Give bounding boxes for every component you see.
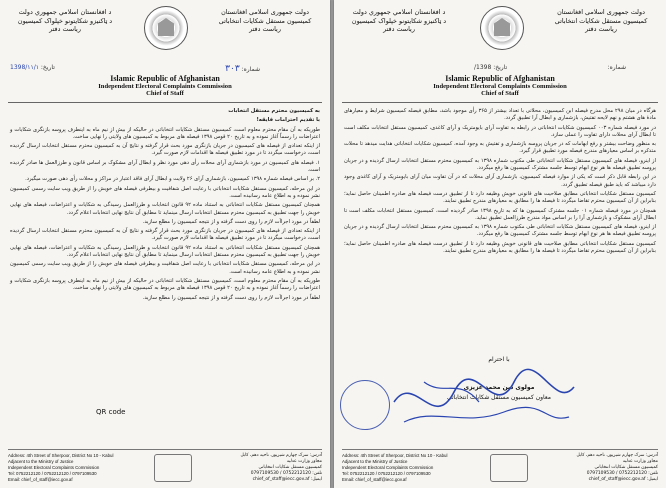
paragraph: هرگاه در میان ۲۹۸ محل مدرج فیصله ابن کمیسیون، محلاتی با تعداد بیشتر از ۳۶۵ رأی موجود باشد، مطابق فیصله کمیسیون شرایط و معیارهای مادهٔ های هشتم و نهم لایحه تفتیش، بازشماری و ابطال آرا تطبیق گردد. [344,108,657,122]
signature-scribble-icon [384,362,584,442]
footer-line: تلفن: 0752212120 / 0797109530 [586,471,658,476]
footer-line: ایمیل: chief_of_staff@iecc.gov.af [588,477,658,482]
header-divider [342,102,658,103]
letter-date: تاریخ: 1398/۱۱/۱ [10,64,55,71]
stamp-icon [340,380,390,430]
paragraph: ۱. فیصله های کمیسیون در مورد بازشماری آرای محلات رأی دهی مورد نظر و ابطال آرای مشکوک بر اساس قانون و طرزالعمل ها صادر گردیده است. [10,159,320,174]
paragraph: کمیسیون مستقل شکایات انتخاباتی مطابق صلاحیت های قانونی خویش وظیفه دارد تا از تطبیق درست فیصله های صادره اطمینان حاصل نماید؛ بنابراین از آن کمیسیون محترم تقاضا میگردد تا فیصله ها را مطابق به معیارهای مندرج تطبیق نمایند. [344,240,656,255]
footer-line: مجاور وزارت عدلیه [622,459,658,464]
footer [8,449,322,484]
paragraph: ۲. بر اساس فیصله شماره ۱۳۹۸ کمیسیون، بازشماری آرای ۲۶ ولایت و ابطال آرای فاقد اعتبار در مراکز و محلات رأی دهی صورت میگیرد. [25,176,320,183]
signer-title: معاون کمیسیون مستقل شکایات انتخاباتی [447,394,551,401]
office-name: Chief of Staff [481,90,519,97]
paragraph: کمیسیون مستقل شکایات انتخاباتی مطابق صلاحیت های قانونی خویش وظیفه دارد تا از تطبیق درست فیصله های صادره اطمینان حاصل نماید؛ بنابراین از آن کمیسیون محترم تقاضا میگردد تا فیصله ها را مطابق به معیارهای مندرج تطبیق نمایند. [344,190,656,205]
letterhead-pashto [340,8,458,34]
footer-dari [518,453,658,483]
footer-line: Adjacent to the Ministry of Justice [8,459,74,464]
paragraph: به منظور وضاحت بیشتر و رفع ابهامات که در جریان پروسه بازشماری و تفتیش به وجود آمده، کمیسیون شکایات انتخاباتی هدایت میدهد تا محلات متذکره بر اساس معیارهای مندرج فیصله مورد تطبیق قرار گیرد. [344,141,656,155]
paragraph: لطفاً در مورد اجراآت لازم را روی دست گرفته و از نتیجه کمیسیون را مطلع سازید. [142,218,320,225]
letterhead-line: کمیسیون مستقل شکایات انتخاباتی [554,16,648,25]
english-title-block [0,74,330,97]
letter-number: شماره: [607,64,626,71]
paragraph: از اینرو، فیصله های کمیسیون مستقل شکایات انتخاباتی طی مکتوب شماره ۱۳۹۸ به کمیسیون محترم مستقل انتخابات ارسال گردیده و در جریان پروسه تطبیق فیصله ها هر نوع ابهام توسط جلسه مشترک کمیسیون ها رفع میگردد. [344,224,656,238]
letterhead-line: د ټاکنيزو شکايتونو خپلواک کميسيون [351,16,447,25]
paragraph: همچنان در مورد فیصله شماره ۰۱ جلسه مشترک کمیسیون ها که به تاریخ ۱۳۹۸ صادر گردیده است، کمیسیون مستقل انتخابات مکلف است تا ابطال آرای مشکوک و بازشماری آرا را بر اساس مواد مندرج طرزالعمل تطبیق نماید. [344,207,656,221]
paragraph: از اینرو، فیصله های کمیسیون مستقل شکایات انتخاباتی طی مکتوب شماره ۱۳۹۸ به کمیسیون محترم مستقل انتخابات ارسال گردیده و در جریان پروسه تطبیق فیصله ها هر نوع ابهام توسط جلسه مشترک کمیسیون ها رفع میگردد. [344,157,656,172]
letterhead [334,6,666,71]
country-name: Islamic Republic of Afghanistan [110,74,220,83]
letter-number: شماره: ۳۰۳ [225,64,260,74]
footer-line: Tel: 0752212120 / 0752212120 / 0797109530 [342,471,431,476]
footer-dari [182,453,322,483]
letter-body [10,108,320,304]
letterhead-line: رياست دفتر [383,25,415,34]
letterhead-line: د افغانستان اسلامي جمهوري دولت [352,8,446,16]
footer-line: Email: chief_of_staff@iecc.gov.af [8,477,73,482]
letterhead-line: کمیسیون مستقل شکایات انتخاباتی [218,16,312,25]
paragraph: همچنان کمیسیون مستقل شکایات انتخاباتی به استناد ماده ۹۲ قانون انتخابات و طرزالعمل رسیدگی به شکایات و اعتراضات، فیصله های نهایی خویش را جهت تطبیق به کمیسیون محترم مستقل انتخابات ارسال مینماید تا مطابق آن نتایج نهایی انتخابات اعلام گردد. [10,244,321,259]
addressee: به کمیسیون محترم مستقل انتخابات [228,108,320,114]
left-letter-page [0,0,330,488]
footer-line: کمیسیون مستقل شکایات انتخاباتی [258,465,322,470]
letterhead-line: رياست دفتر [49,25,81,34]
letter-date: تاریخ: 1398/ [474,64,508,71]
paragraph: طوریکه به آن مقام محترم معلوم است، کمیسیون مستقل شکایات انتخاباتی در حالیکه از بیش از نیم ماه به اینطرف پروسه بازنگری شکایات و اعتراضات را رسماً آغاز نموده و به تاریخ ۲۰ قوس ۱۳۹۸ فیصله های مربوط به کمیسیون های ولایتی را نهایی ساخت. [10,277,320,292]
footer-line: Independent Electoral Complaints Commission [342,465,434,470]
footer-line: ایمیل: chief_of_staff@iecc.gov.af [252,477,322,482]
signer-name: مولوی دین محمد عزیزی [463,384,535,391]
commission-name: Independent Electoral Complaints Commission [433,83,567,90]
emblem-seal-icon [144,6,188,50]
letterhead [0,6,330,74]
qr-note: QR code [96,408,126,416]
footer-line: Tel: 0752212120 / 0752212120 / 0797109530 [8,471,97,476]
footer-line: Address: 4th Street of Sherpoor, District No 10 - Kabul [8,453,114,458]
header-divider [8,102,322,103]
footer-line: تلفن: 0752212120 / 0797109530 [250,471,322,476]
letterhead-line: دولت جمهوری اسلامی افغانستان [221,8,309,16]
letterhead-line: ریاست دفتر [585,25,617,34]
footer-english [342,453,482,483]
paragraph: در این مرحله، کمیسیون مستقل شکایات انتخاباتی با رعایت اصل شفافیت و بیطرفی فیصله های خویش را از طریق ویب سایت رسمی کمیسیون نشر نموده و به اطلاع عامه رسانیده است. [10,261,320,275]
office-name: Chief of Staff [146,90,184,97]
emblem-seal-icon [480,6,524,50]
right-letter-page [334,0,666,488]
english-title-block [334,74,666,97]
letter-body [344,108,656,257]
letterhead-dari [542,8,660,34]
footer-english [8,453,148,483]
footer-line: Adjacent to the Ministry of Justice [342,459,408,464]
letterhead-line: د افغانستان اسلامي جمهوري دولت [18,8,112,16]
letterhead-line: ریاست دفتر [249,25,281,34]
paragraph: در این مرحله، کمیسیون مستقل شکایات انتخاباتی با رعایت اصل شفافیت و بیطرفی فیصله های خویش را از طریق ویب سایت رسمی کمیسیون نشر نموده و به اطلاع عامه رسانیده است. [10,185,320,199]
paragraph: از اینکه تعدادی از فیصله های کمیسیون در جریان بازنگری مورد بحث قرار گرفته و نتایج آن به کمیسیون محترم مستقل انتخابات ارسال گردیده است، درخواست میگردد تا در مورد تطبیق فیصله ها اقدامات لازم صورت گیرد. [10,228,320,242]
country-name: Islamic Republic of Afghanistan [445,74,555,83]
paragraph: در این رابطه قابل ذکر است که یکی از موارد فیصله کمیسیون، بازشماری آرای محلات که در آن تفاوت میان آرای بایومتریک و آرای کاغذی وجود دارد میباشد که باید طبق فیصله تطبیق گردد. [344,174,656,188]
paragraph: همچنان کمیسیون مستقل شکایات انتخاباتی به استناد ماده ۹۲ قانون انتخابات و طرزالعمل رسیدگی به شکایات و اعتراضات، فیصله های نهایی خویش را جهت تطبیق به کمیسیون محترم مستقل انتخابات ارسال مینماید تا مطابق آن نتایج نهایی انتخابات اعلام گردد. [10,202,321,216]
footer-line: آدرس: سرک چهارم شیرپور، ناحیه دهم، کابل [576,453,658,458]
letterhead-dari [206,8,324,34]
footer-line: مجاور وزارت عدلیه [286,459,322,464]
salutation: با تقدیم احترامات فایقه! [256,117,320,124]
footer-line: کمیسیون مستقل شکایات انتخاباتی [594,465,658,470]
footer-line: Email: chief_of_staff@iecc.gov.af [342,477,407,482]
paragraph: طوریکه به آن مقام محترم معلوم است، کمیسیون مستقل شکایات انتخاباتی در حالیکه از بیش از نیم ماه به اینطرف پروسه بازنگری شکایات و اعتراضات را رسماً آغاز نموده و به تاریخ ۲۰ قوس ۱۳۹۸ فیصله های مربوط به کمیسیون های ولایتی را نهایی ساخت. [10,126,320,140]
closing: با احترام [488,356,510,363]
letterhead-pashto [6,8,124,34]
paragraph: از اینکه تعدادی از فیصله های کمیسیون در جریان بازنگری مورد بحث قرار گرفته و نتایج آن به کمیسیون محترم مستقل انتخابات ارسال گردیده است، درخواست میگردد تا در مورد تطبیق فیصله ها اقدامات لازم صورت گیرد. [10,143,320,157]
paragraph: در مورد فیصله شماره ۰۰۳ کمیسیون شکایات انتخاباتی در رابطه به تفاوت آرای بایومتریک و آرای کاغذی، کمیسیون مستقل انتخابات مکلف است تا ابطال آرای محلات دارای تفاوت را عملی سازد. [344,124,656,138]
footer-line: Independent Electoral Complaints Commission [8,465,100,470]
letterhead-line: د ټاکنيزو شکايتونو خپلواک کميسيون [17,16,113,25]
footer [342,449,658,484]
commission-name: Independent Electoral Complaints Commission [98,83,232,90]
footer-line: Address: 4th Street of Sherpoor, District No 10 - Kabul [342,453,448,458]
letterhead-line: دولت جمهوری اسلامی افغانستان [557,8,645,16]
paragraph: لطفاً در مورد اجراآت لازم را روی دست گرفته و از نتیجه کمیسیون را مطلع سازید. [142,294,320,301]
footer-line: آدرس: سرک چهارم شیرپور، ناحیه دهم، کابل [240,453,322,458]
